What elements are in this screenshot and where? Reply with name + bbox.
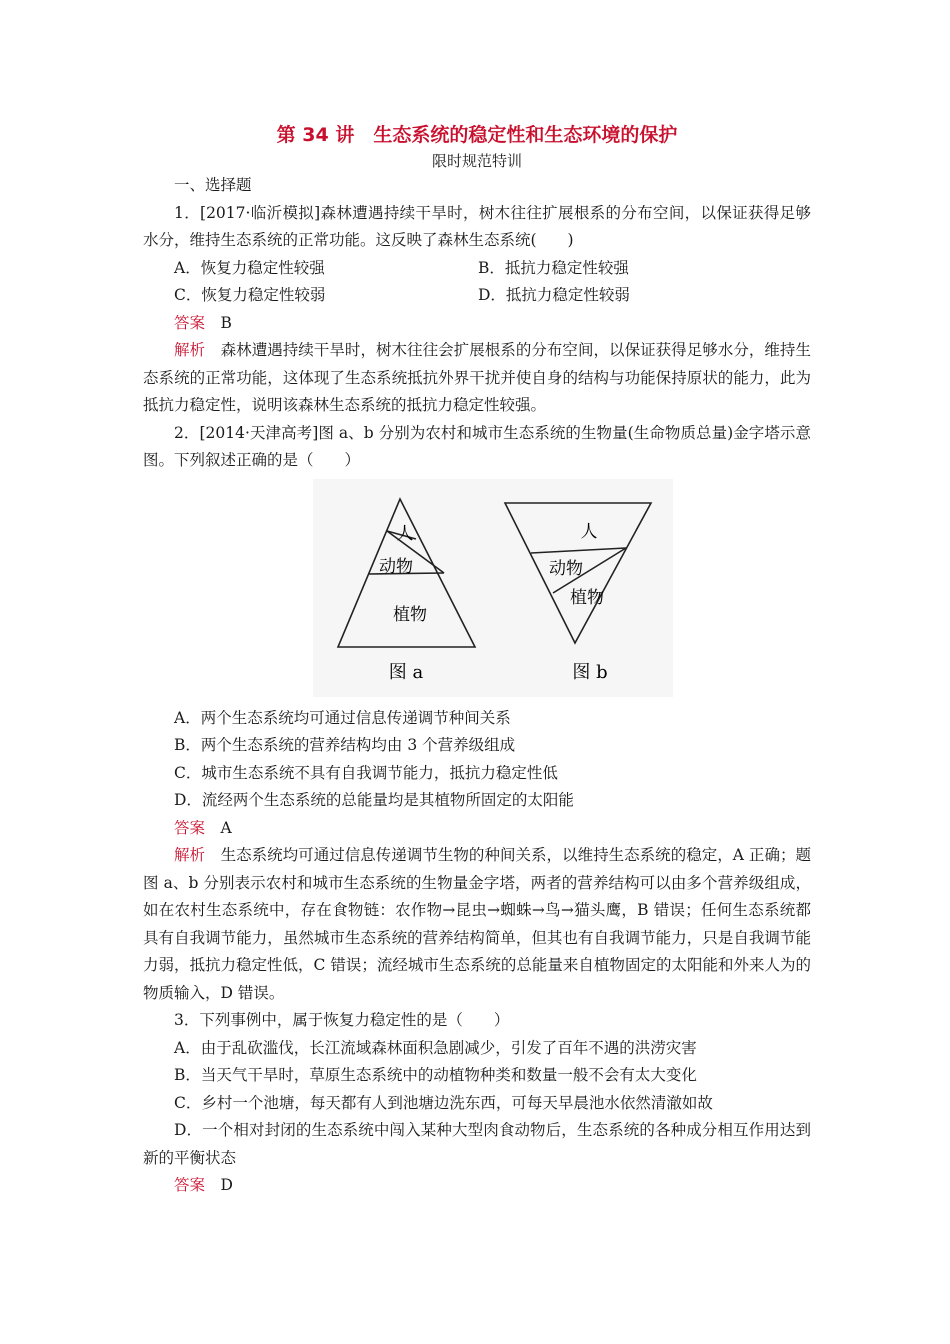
pyramid-a-label-middle: 动物 xyxy=(379,556,413,577)
pyramid-b-caption: 图 b xyxy=(572,661,608,683)
question-3-stem: 3．下列事例中，属于恢复力稳定性的是（ ） xyxy=(174,1011,510,1029)
section-heading: 一、选择题 xyxy=(174,176,252,194)
pyramid-figure-area xyxy=(143,475,811,705)
q2-option-d: D．流经两个生态系统的总能量均是其植物所固定的太阳能 xyxy=(174,791,574,809)
q2-option-a: A．两个生态系统均可通过信息传递调节种间关系 xyxy=(174,708,511,727)
answer-value: B xyxy=(220,313,232,332)
q2-option-c: C．城市生态系统不具有自我调节能力，抵抗力稳定性低 xyxy=(174,763,558,782)
q3-option-d: D．一个相对封闭的生态系统中闯入某种大型肉食动物后，生态系统的各种成分相互作用达到新的平衡状态 xyxy=(143,1121,811,1167)
question-2-stem: 2．[2014·天津高考]图 a、b 分别为农村和城市生态系统的生物量(生命物质总量)金字塔示意图。下列叙述正确的是（ ） xyxy=(143,423,811,469)
q3-option-a: A．由于乱砍滥伐，长江流域森林面积急剧减少，引发了百年不遇的洪涝灾害 xyxy=(174,1038,697,1057)
q2-answer xyxy=(143,815,811,843)
q1-analysis xyxy=(143,337,811,420)
q2-option-b: B．两个生态系统的营养结构均由 3 个营养级组成 xyxy=(174,736,516,754)
page-title: 第 34 讲 生态系统的稳定性和生态环境的保护 xyxy=(276,124,678,146)
q3-option-c: C．乡村一个池塘，每天都有人到池塘边洗东西，可每天早晨池水依然清澈如故 xyxy=(174,1093,713,1112)
analysis-label: 解析 xyxy=(174,341,206,359)
q1-option-c: C．恢复力稳定性较弱 xyxy=(174,286,326,304)
pyramid-a-label-bottom: 植物 xyxy=(393,604,427,625)
question-1-options-row-2 xyxy=(143,282,811,310)
pyramid-b-label-bottom: 植物 xyxy=(570,587,604,608)
q3-answer xyxy=(143,1172,811,1200)
page-subtitle: 限时规范特训 xyxy=(431,152,522,170)
question-1-stem: 1．[2017·临沂模拟]森林遭遇持续干旱时，树木往往扩展根系的分布空间，以保证获得足够水分，维持生态系统的正常功能。这反映了森林生态系统( ) xyxy=(143,203,811,249)
answer-value: D xyxy=(220,1176,233,1194)
q1-option-a: A．恢复力稳定性较强 xyxy=(174,258,325,277)
biomass-pyramid-figure xyxy=(313,479,673,697)
q2-analysis xyxy=(143,842,811,1007)
q1-option-d: D．抵抗力稳定性较弱 xyxy=(478,286,630,304)
q1-option-b: B．抵抗力稳定性较强 xyxy=(478,258,629,277)
pyramid-a-caption: 图 a xyxy=(388,661,424,683)
document-page xyxy=(143,120,811,1200)
pyramid-b-divider-top xyxy=(531,548,626,553)
answer-value: A xyxy=(220,818,232,837)
q1-answer xyxy=(143,310,811,338)
analysis-text: 生态系统均可通过信息传递调节生物的种间关系，以维持生态系统的稳定，A 正确；题图 a、b 分别表示农村和城市生态系统的生物量金字塔，两者的营养结构可以由多个营养级组成，如在农村生态系统中，存在食物链：农作物→昆虫→蜘蛛→鸟→猫头鹰，B 错误；任何生态系统都具有自我调节能力，虽然城市生态系统的营养结构简单，但其也有自我调节能力，只是自我调节能力弱，抵抗力稳定性低，C 错误；流经城市生态系统的总能量来自植物固定的太阳能和外来人为的物质输入，D 错误。 xyxy=(143,846,811,1002)
q3-option-b: B．当天气干旱时，草原生态系统中的动植物种类和数量一般不会有太大变化 xyxy=(174,1066,697,1084)
pyramid-b-label-top: 人 xyxy=(580,521,598,542)
pyramid-a-label-top: 人 xyxy=(396,523,414,544)
answer-label: 答案 xyxy=(174,313,206,332)
answer-label: 答案 xyxy=(174,1176,206,1194)
answer-label: 答案 xyxy=(174,818,206,837)
pyramid-b-label-middle: 动物 xyxy=(549,558,583,579)
question-1-options-row-1 xyxy=(143,255,811,283)
analysis-text: 森林遭遇持续干旱时，树木往往会扩展根系的分布空间，以保证获得足够水分，维持生态系统的正常功能，这体现了生态系统抵抗外界干扰并使自身的结构与功能保持原状的能力，此为抵抗力稳定性，说明该森林生态系统的抵抗力稳定性较强。 xyxy=(143,341,811,414)
pyramid-diagram xyxy=(313,479,673,697)
analysis-label: 解析 xyxy=(174,846,206,864)
